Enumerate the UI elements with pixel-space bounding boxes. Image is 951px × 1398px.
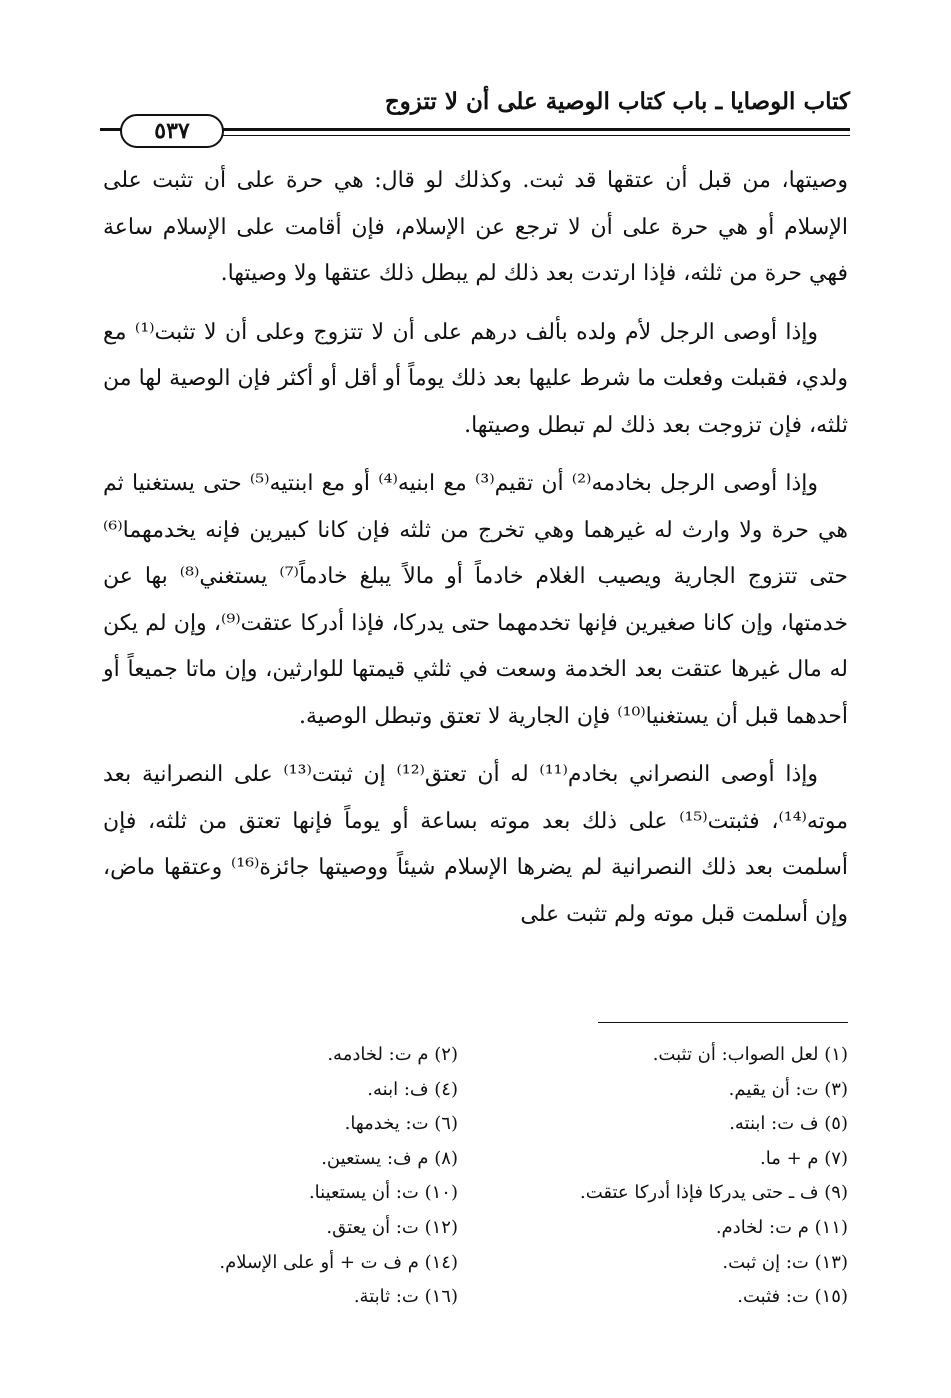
footnote: (١٤) م ف ت + أو على الإسلام. (219, 1251, 458, 1273)
header-rule-left-stub (100, 128, 122, 131)
page-number: ٥٣٧ (120, 114, 224, 148)
body-text (103, 158, 848, 950)
footnote: (٦) ت: يخدمها. (344, 1113, 458, 1135)
footnote: (١٣) ت: إن ثبت. (722, 1251, 848, 1273)
paragraph: وإذا أوصى الرجل لأم ولده بألف درهم على أن لا تتزوج وعلى أن لا تثبت⁽¹⁾ مع ولدي، فقبلت وفعلت ما شرط عليها بعد ذلك يوماً أو أقل أو أكثر فإن الوصية لها من ثلثه، فإن تزوجت بعد ذلك لم تبطل وصيتها. (103, 319, 848, 438)
header-rule-thin (218, 135, 850, 136)
footnote: (١٥) ت: فثبت. (737, 1286, 848, 1308)
footnote: (١٦) ت: ثابتة. (353, 1286, 458, 1308)
footnote: (١٠) ت: أن يستعينا. (308, 1182, 458, 1204)
paragraph: وصيتها، من قبل أن عتقها قد ثبت. وكذلك لو قال: هي حرة على أن تثبت على الإسلام أو هي حرة على أن لا ترجع عن الإسلام، فإن أقامت على الإسلام ساعة فهي حرة من ثلثه، فإذا ارتدت بعد ذلك لم يبطل ذلك عتقها ولا وصيتها. (103, 168, 848, 286)
footnote: (١٢) ت: أن يعتق. (326, 1216, 458, 1238)
footnote: (٤) ف: ابنه. (367, 1078, 458, 1100)
footnotes-left-column (98, 1038, 458, 1315)
footnote-separator (598, 1022, 848, 1023)
footnote: (٩) ف ـ حتى يدركا فإذا أدركا عتقت. (579, 1182, 848, 1204)
footnote: (١١) م ت: لخادم. (715, 1216, 848, 1238)
footnote: (١) لعل الصواب: أن تثبت. (652, 1044, 848, 1065)
running-title: كتاب الوصايا ـ باب كتاب الوصية على أن لا تتزوج (384, 88, 850, 115)
header-rule-thick (218, 128, 850, 131)
paragraph: وإذا أوصى الرجل بخادمه⁽²⁾ أن تقيم⁽³⁾ مع ابنيه⁽⁴⁾ أو مع ابنتيه⁽⁵⁾ حتى يستغنيا ثم هي حرة ولا وارث له غيرهما وهي تخرج من ثلثه فإن كانا كبيرين فإنه يخدمهما⁽⁶⁾ حتى تتزوج الجارية ويصيب الغلام خادماً أو مالاً يبلغ خادماً⁽⁷⁾ يستغني⁽⁸⁾ بها عن خدمتها، وإن كانا صغيرين فإنها تخدمهما حتى يدركا، فإذا أدركا عتقت⁽⁹⁾، وإن لم يكن له مال غيرها عتقت بعد الخدمة وسعت في ثلثي قيمتها للوارثين، وإن ماتا جميعاً أو أحدهما قبل أن يستغنيا⁽¹⁰⁾ فإن الجارية لا تعتق وتبطل الوصية. (103, 471, 848, 729)
footnote: (٨) م ف: يستعين. (321, 1147, 458, 1169)
page-header (100, 88, 850, 148)
footnote: (٧) م + ما. (760, 1147, 848, 1169)
footnote: (٢) م ت: لخادمه. (327, 1044, 458, 1065)
paragraph: وإذا أوصى النصراني بخادم⁽¹¹⁾ له أن تعتق⁽¹²⁾ إن ثبتت⁽¹³⁾ على النصرانية بعد موته⁽¹⁴⁾، فثبتت⁽¹⁵⁾ على ذلك بعد موته بساعة أو يوماً فإنها تعتق من ثلثه، فإن أسلمت بعد ذلك النصرانية لم يضرها الإسلام شيئاً ووصيتها جائزة⁽¹⁶⁾ وعتقها ماض، وإن أسلمت قبل موته ولم تثبت على (103, 762, 849, 927)
footnote: (٣) ت: أن يقيم. (728, 1078, 848, 1100)
footnotes-right-column (488, 1038, 848, 1315)
footnote: (٥) ف ت: ابنته. (729, 1113, 848, 1135)
